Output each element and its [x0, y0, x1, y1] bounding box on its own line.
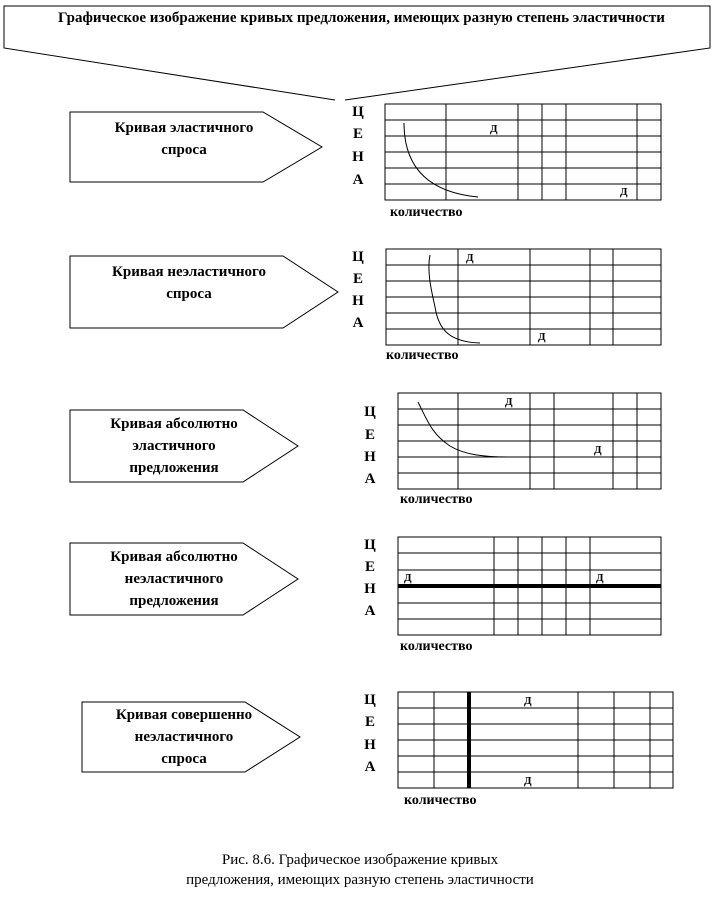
- label-absolutely-inelastic-supply: Кривая абсолютно неэластичного предложения: [110, 549, 238, 609]
- figure-caption: [120, 850, 600, 890]
- grid-absolutely-inelastic-supply: [398, 537, 661, 635]
- quantity-axis-label-5: количество: [404, 793, 477, 808]
- label-inelastic-demand: Кривая неэластичного спроса: [112, 264, 266, 302]
- header-callout: [4, 6, 710, 100]
- header-title: Графическое изображение кривых предложения, имеющих разную степень эластичности: [58, 10, 665, 26]
- grid-perfectly-inelastic-demand: [398, 692, 673, 788]
- curve-point-label: Д: [620, 186, 628, 198]
- label-perfectly-inelastic-demand: Кривая совершенно неэластичного спроса: [115, 707, 253, 767]
- curve-point-label: Д: [596, 572, 604, 584]
- grid-absolutely-elastic-supply: [398, 393, 661, 489]
- quantity-axis-label-1: количество: [390, 205, 463, 220]
- grid-inelastic-demand: [386, 249, 661, 345]
- curve-point-label: Д: [490, 123, 498, 135]
- label-elastic-demand: Кривая эластичного спроса: [114, 120, 254, 158]
- quantity-axis-label-3: количество: [400, 492, 473, 507]
- label-absolutely-elastic-supply: Кривая абсолютно эластичного предложения: [110, 416, 238, 476]
- quantity-axis-label-2: количество: [386, 348, 459, 363]
- curve-inelastic-demand: [429, 255, 480, 343]
- curve-elastic-demand: [404, 123, 478, 197]
- curve-absolutely-elastic-supply: [418, 402, 508, 457]
- curve-point-label: Д: [404, 572, 412, 584]
- curve-point-label: Д: [538, 331, 546, 343]
- curve-point-label: Д: [466, 252, 474, 264]
- curve-point-label: Д: [505, 396, 513, 408]
- quantity-axis-label-4: количество: [400, 639, 473, 654]
- curve-point-label: Д: [594, 444, 602, 456]
- figure-caption-line-2: предложения, имеющих разную степень эластичности: [186, 872, 534, 888]
- curve-point-label: Д: [524, 775, 532, 787]
- figure-caption-line-1: Рис. 8.6. Графическое изображение кривых: [221, 852, 499, 868]
- curve-point-label: Д: [524, 695, 532, 707]
